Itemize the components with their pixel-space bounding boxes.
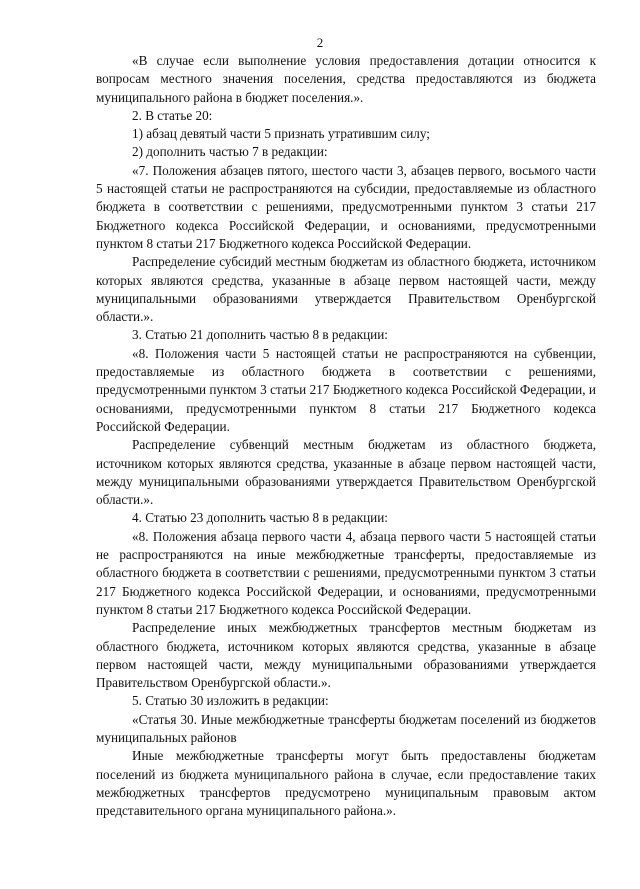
paragraph-subsidies-distribution: Распределение субсидий местным бюджетам из областного бюджета, источником которых являются средства, указанные в абзаце первом настоящей части, между муниципальными образованиями утверждается Правительством Оренбургской области.». (96, 254, 596, 325)
paragraph-article-30-body: Иные межбюджетные трансферты могут быть предоставлены бюджетам поселений из бюджета муниципального района в случае, если предоставление таких межбюджетных трансфертов предусмотрено муниципальным правовым актом представительного органа муниципального района.». (96, 748, 596, 819)
paragraph-article-20-heading: 2. В статье 20: (132, 107, 213, 123)
document-body (96, 52, 596, 820)
page-number: 2 (316, 35, 324, 50)
paragraph-article-20-item-2: 2) дополнить частью 7 в редакции: (132, 144, 328, 160)
paragraph-other-transfers-distribution: Распределение иных межбюджетных трансфертов местным бюджетам из областного бюджета, источником которых являются средства, указанные в абзаце первом настоящей части, между муниципальными образованиями утверждается Правительством Оренбургской области.». (96, 620, 596, 691)
paragraph-article-20-item-1: 1) абзац девятый части 5 признать утратившим силу; (132, 126, 430, 142)
paragraph-article-23-heading: 4. Статью 23 дополнить частью 8 в редакции: (132, 510, 388, 526)
paragraph-part-8-other-transfers: «8. Положения абзаца первого части 4, абзаца первого части 5 настоящей статьи не распространяются на иные межбюджетные трансферты, предоставляемые из областного бюджета в соответствии с решениями, предусмотренными пунктом 3 статьи 217 Бюджетного кодекса Российской Федерации, и основаниями, предусмотренными пунктом 8 статьи 217 Бюджетного кодекса Российской Федерации. (96, 528, 596, 617)
paragraph-subventions-distribution: Распределение субвенций местным бюджетам из областного бюджета, источником которых являются средства, указанные в абзаце первом настоящей части, между муниципальными образованиями утверждается Правительством Оренбургской области.». (96, 437, 596, 508)
paragraph-article-30-heading: 5. Статью 30 изложить в редакции: (132, 693, 329, 709)
paragraph-dotation-condition: «В случае если выполнение условия предоставления дотации относится к вопросам местного значения поселения, средства предоставляются из бюджета муниципального района в бюджет поселения.». (96, 53, 596, 105)
paragraph-part-7-subsidies: «7. Положения абзацев пятого, шестого части 3, абзацев первого, восьмого части 5 настоящей статьи не распространяются на субсидии, предоставляемые из областного бюджета в соответствии с решениями, предусмотренными пунктом 3 статьи 217 Бюджетного кодекса Российской Федерации, и основаниями, предусмотренными пунктом 8 статьи 217 Бюджетного кодекса Российской Федерации. (96, 162, 596, 251)
paragraph-article-21-heading: 3. Статью 21 дополнить частью 8 в редакции: (132, 327, 388, 343)
paragraph-article-30-title: «Статья 30. Иные межбюджетные трансферты бюджетам поселений из бюджетов муниципальных районов (96, 711, 596, 745)
paragraph-part-8-subventions: «8. Положения части 5 настоящей статьи не распространяются на субвенции, предоставляемые из областного бюджета в соответствии с решениями, предусмотренными пунктом 3 статьи 217 Бюджетного кодекса Российской Федерации, и основаниями, предусмотренными пунктом 8 статьи 217 Бюджетного кодекса Российской Федерации. (96, 345, 596, 434)
